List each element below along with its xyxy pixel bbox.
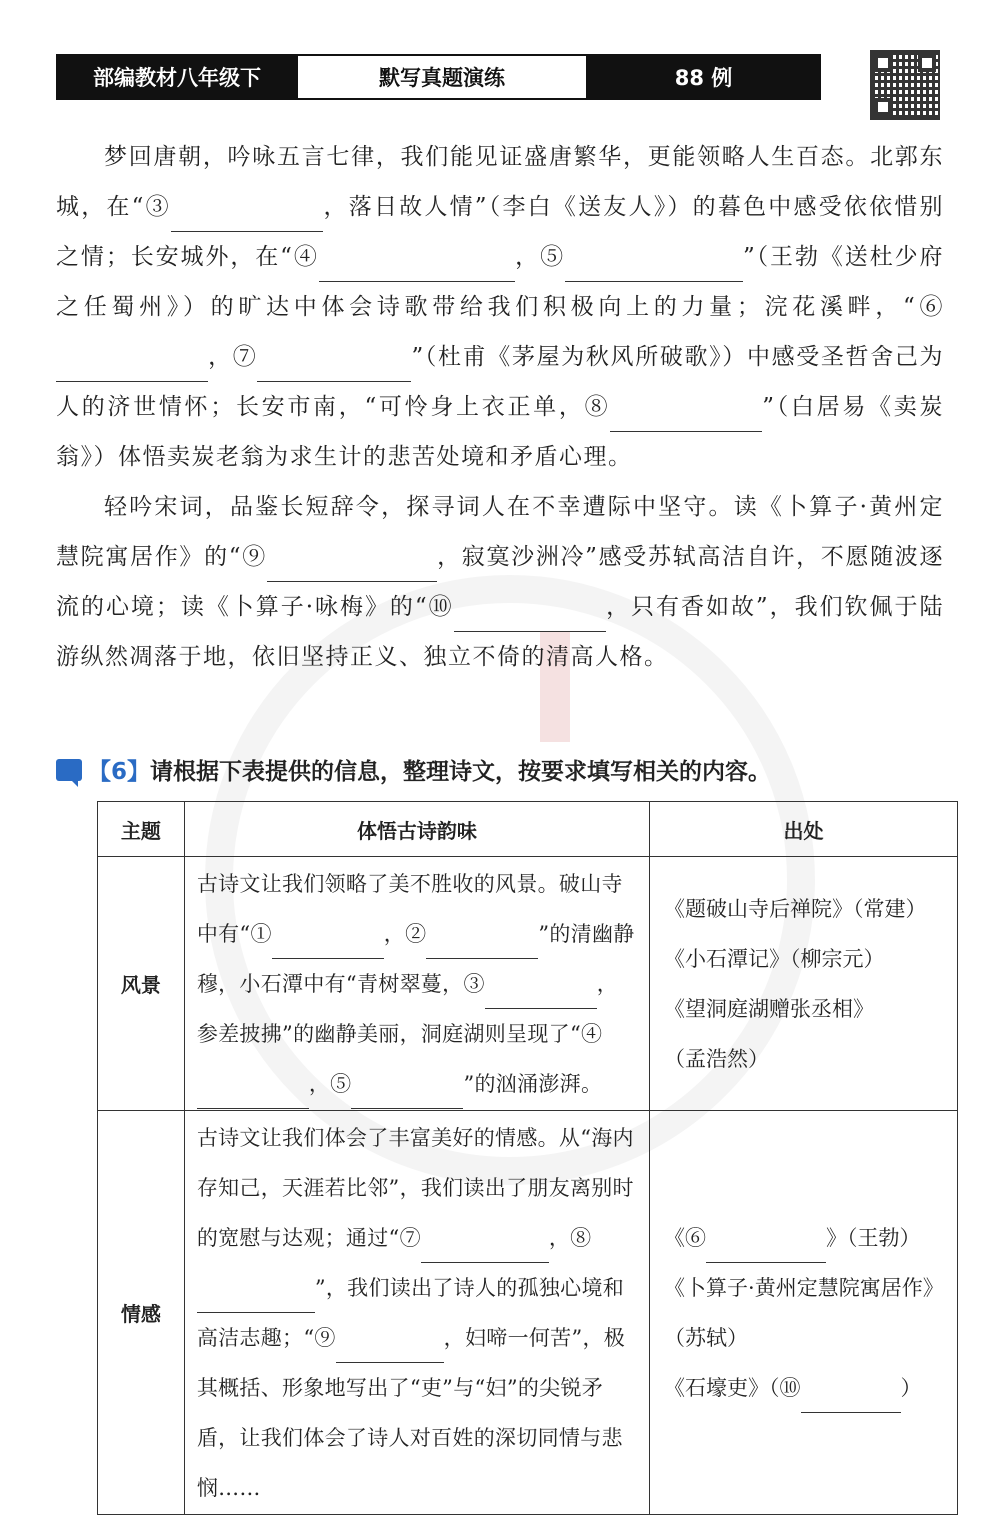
question-text: 请根据下表提供的信息，整理诗文，按要求填写相关的内容。 xyxy=(150,759,772,785)
content-scenery: 古诗文让我们领略了美不胜收的风景。破山寺中有“① ，② ”的清幽静穆，小石潭中有“青树翠蔓，③ ，参差披拂”的幽静美丽，洞庭湖则呈现了“④，⑤ ”的汹涌澎湃。 xyxy=(184,857,649,1111)
header-bar xyxy=(56,54,821,100)
question-heading xyxy=(56,753,771,786)
source-line: （孟浩然） xyxy=(664,1046,770,1071)
passage-tang: 梦回唐朝，吟咏五言七律，我们能见证盛唐繁华，更能领略人生百态。北郭东城，在“③ ，落日故人情”（李白《送友人》）的暮色中感受依依惜别之情；长安城外，在“④ ，⑤ ”（王勃《送杜少府之任蜀州》）的旷达中体会诗歌带给我们积极向上的力量；浣花溪畔，“⑥，⑦ ”（杜甫《茅屋为秋风所破歌》）中感受圣哲舍己为人的济世情怀；长安市南，“可怜身上衣正单，⑧ ”（白居易《卖炭翁》）体悟卖炭老翁为求生计的悲苦处境和矛盾心理。 xyxy=(56,144,945,470)
source-line: 《卜算子·黄州定慧院寓居作》（苏轼） xyxy=(664,1275,944,1350)
question-number: 【6】 xyxy=(88,759,151,785)
question-flag-icon xyxy=(56,759,82,781)
source-line: 《石壕吏》（⑩ ） xyxy=(664,1363,947,1413)
table-row xyxy=(98,1111,958,1515)
passage-song: 轻吟宋词，品鉴长短辞令，探寻词人在不幸遭际中坚守。读《卜算子·黄州定慧院寓居作》的“⑨ ，寂寞沙洲冷”感受苏轼高洁自许，不愿随波逐流的心境；读《卜算子·咏梅》的“⑩ ，只有香如故”，我们钦佩于陆游纵然凋落于地，依旧坚持正义、独立不倚的清高人格。 xyxy=(56,494,944,670)
header-title: 默写真题演练 xyxy=(296,56,588,98)
header-count: 88 例 xyxy=(588,56,819,98)
qr-code-icon xyxy=(870,50,940,120)
table-row xyxy=(98,857,958,1111)
table-header-source: 出处 xyxy=(650,802,958,857)
info-table xyxy=(97,801,958,1515)
table-header-topic: 主题 xyxy=(98,802,185,857)
source-scenery xyxy=(650,857,958,1111)
table-header-content: 体悟古诗韵味 xyxy=(184,802,649,857)
topic-scenery: 风景 xyxy=(98,857,185,1111)
source-line: 《题破山寺后禅院》（常建） xyxy=(664,896,927,921)
source-line: 《小石潭记》（柳宗元） xyxy=(664,946,885,971)
topic-emotion: 情感 xyxy=(98,1111,185,1515)
content-emotion: 古诗文让我们体会了丰富美好的情感。从“海内存知己，天涯若比邻”，我们读出了朋友离别时的宽慰与达观；通过“⑦ ，⑧”，我们读出了诗人的孤独心境和高洁志趣；“⑨ ，妇啼一何苦”，极其概括、形象地写出了“吏”与“妇”的尖锐矛盾，让我们体会了诗人对百姓的深切同情与悲悯…… xyxy=(184,1111,649,1515)
table-header-row xyxy=(98,802,958,857)
source-line: 《望洞庭湖赠张丞相》 xyxy=(664,996,875,1021)
source-line: 《⑥ 》（王勃） xyxy=(664,1213,947,1263)
source-emotion xyxy=(650,1111,958,1515)
header-grade: 部编教材八年级下 xyxy=(58,56,296,98)
